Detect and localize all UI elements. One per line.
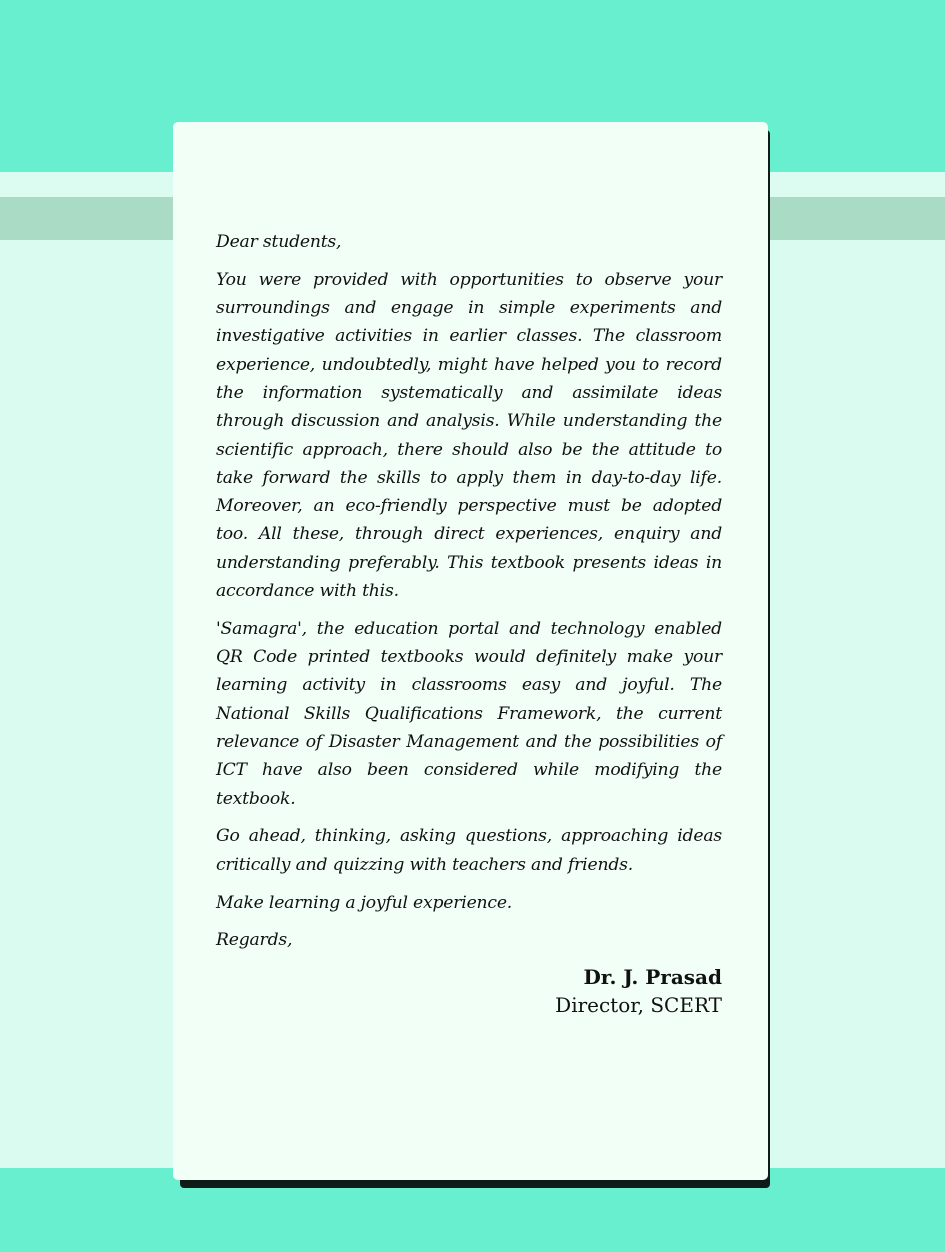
paragraph: Go ahead, thinking, asking questions, approaching ideas critically and quizzing with teachers and friends. — [216, 826, 722, 875]
signature-block — [555, 963, 722, 1019]
salutation: Dear students, — [216, 232, 342, 252]
paragraph: 'Samagra', the education portal and technology enabled QR Code printed textbooks would definitely make your learning activity in classrooms easy and joyful. The National Skills Qualifications Framework, the current relevance of Disaster Management and the possibilities of ICT have also been considered while modifying the textbook. — [216, 618, 722, 809]
signatory-title: Director, SCERT — [555, 993, 722, 1017]
letter-body — [216, 228, 722, 964]
paragraph: Make learning a joyful experience. — [216, 892, 513, 913]
closing: Regards, — [216, 930, 293, 951]
paragraph: You were provided with opportunities to observe your surroundings and engage in simple experiments and investigative activities in earlier classes. The classroom experience, undoubtedly, might have helped you to record the information systematically and assimilate ideas through discussion and analysis. While understanding the scientific approach, there should also be the attitude to take forward the skills to apply them in day-to-day life. Moreover, an eco-friendly perspective must be adopted too. All these, through direct experiences, enquiry and understanding preferably. This textbook presents ideas in accordance with this. — [216, 269, 722, 602]
signatory-name: Dr. J. Prasad — [583, 965, 722, 989]
